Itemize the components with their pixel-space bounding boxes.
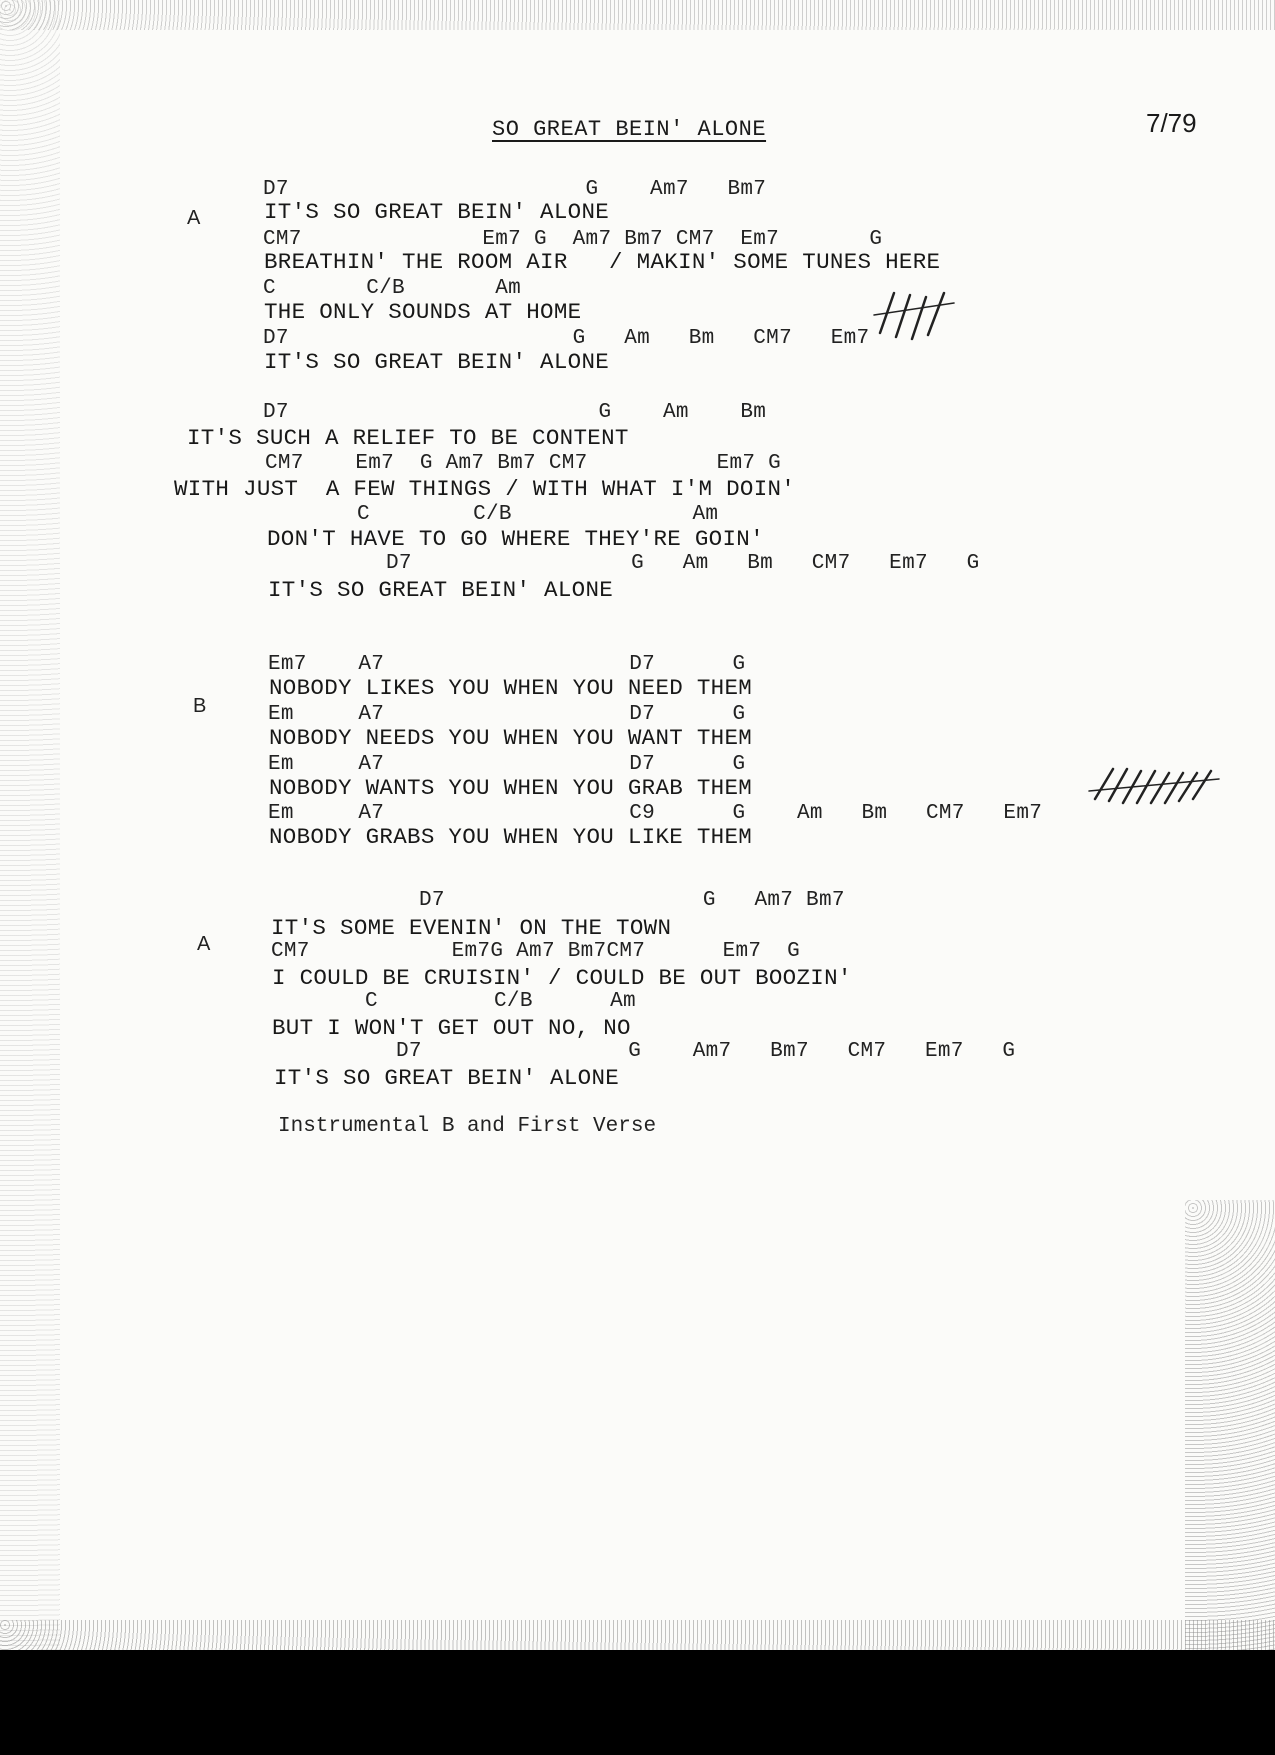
scan-noise-right <box>1185 1200 1275 1650</box>
scan-noise-bottom <box>0 1620 1275 1650</box>
chord-line: CM7 Em7G Am7 Bm7CM7 Em7 G <box>271 940 800 963</box>
lyric-line: BUT I WON'T GET OUT NO, NO <box>272 1015 631 1041</box>
chord-line: D7 G Am7 Bm7 CM7 Em7 G <box>396 1040 1016 1063</box>
section-marker-b: B <box>193 695 207 717</box>
chord-line: Em A7 D7 G <box>268 703 746 726</box>
chord-line: D7 G Am Bm CM7 Em7 <box>263 327 870 350</box>
chord-line: D7 G Am Bm <box>263 401 767 424</box>
lyric-line: NOBODY GRABS YOU WHEN YOU LIKE THEM <box>269 824 753 850</box>
chord-line: C C/B Am <box>357 503 719 526</box>
scan-noise-top <box>0 0 1275 30</box>
tally-marks-handwritten <box>870 285 980 345</box>
lyric-line: NOBODY NEEDS YOU WHEN YOU WANT THEM <box>269 725 753 751</box>
lyric-line: NOBODY LIKES YOU WHEN YOU NEED THEM <box>269 675 753 701</box>
scan-noise-left <box>0 0 60 1650</box>
lyric-line: IT'S SO GREAT BEIN' ALONE <box>274 1065 620 1091</box>
tally-marks-handwritten <box>1085 755 1245 815</box>
chord-line: D7 G Am7 Bm7 <box>419 889 845 912</box>
chord-line: Em7 A7 D7 G <box>268 653 746 676</box>
lyric-line: IT'S SO GREAT BEIN' ALONE <box>264 349 610 375</box>
lyric-line: NOBODY WANTS YOU WHEN YOU GRAB THEM <box>269 775 753 801</box>
instrumental-note: Instrumental B and First Verse <box>278 1115 657 1138</box>
lyric-line: WITH JUST A FEW THINGS / WITH WHAT I'M DOIN' <box>174 476 796 502</box>
chord-line: CM7 Em7 G Am7 Bm7 CM7 Em7 G <box>265 452 782 475</box>
chord-line: Em A7 C9 G Am Bm CM7 Em7 <box>268 802 1043 825</box>
lyric-line: THE ONLY SOUNDS AT HOME <box>264 299 582 325</box>
section-marker-a: A <box>187 207 201 229</box>
lyric-line: IT'S SUCH A RELIEF TO BE CONTENT <box>187 425 629 451</box>
lyric-line: IT'S SOME EVENIN' ON THE TOWN <box>271 915 672 941</box>
chord-line: Em A7 D7 G <box>268 753 746 776</box>
page-number: 7/79 <box>1146 108 1197 138</box>
lyric-line: IT'S SO GREAT BEIN' ALONE <box>264 199 610 225</box>
chord-line: D7 G Am Bm CM7 Em7 G <box>386 552 980 575</box>
chord-line: D7 G Am7 Bm7 <box>263 178 767 201</box>
lyric-line: IT'S SO GREAT BEIN' ALONE <box>268 577 614 603</box>
chord-line: C C/B Am <box>263 277 522 300</box>
song-title: SO GREAT BEIN' ALONE <box>492 117 767 142</box>
chord-line: CM7 Em7 G Am7 Bm7 CM7 Em7 G <box>263 228 883 251</box>
chord-line: C C/B Am <box>365 990 636 1013</box>
lyric-line: BREATHIN' THE ROOM AIR / MAKIN' SOME TUNES HERE <box>264 249 941 275</box>
lyric-line: DON'T HAVE TO GO WHERE THEY'RE GOIN' <box>267 526 764 552</box>
lyric-line: I COULD BE CRUISIN' / COULD BE OUT BOOZIN' <box>272 965 852 991</box>
section-marker-a-repeat: A <box>197 933 211 955</box>
